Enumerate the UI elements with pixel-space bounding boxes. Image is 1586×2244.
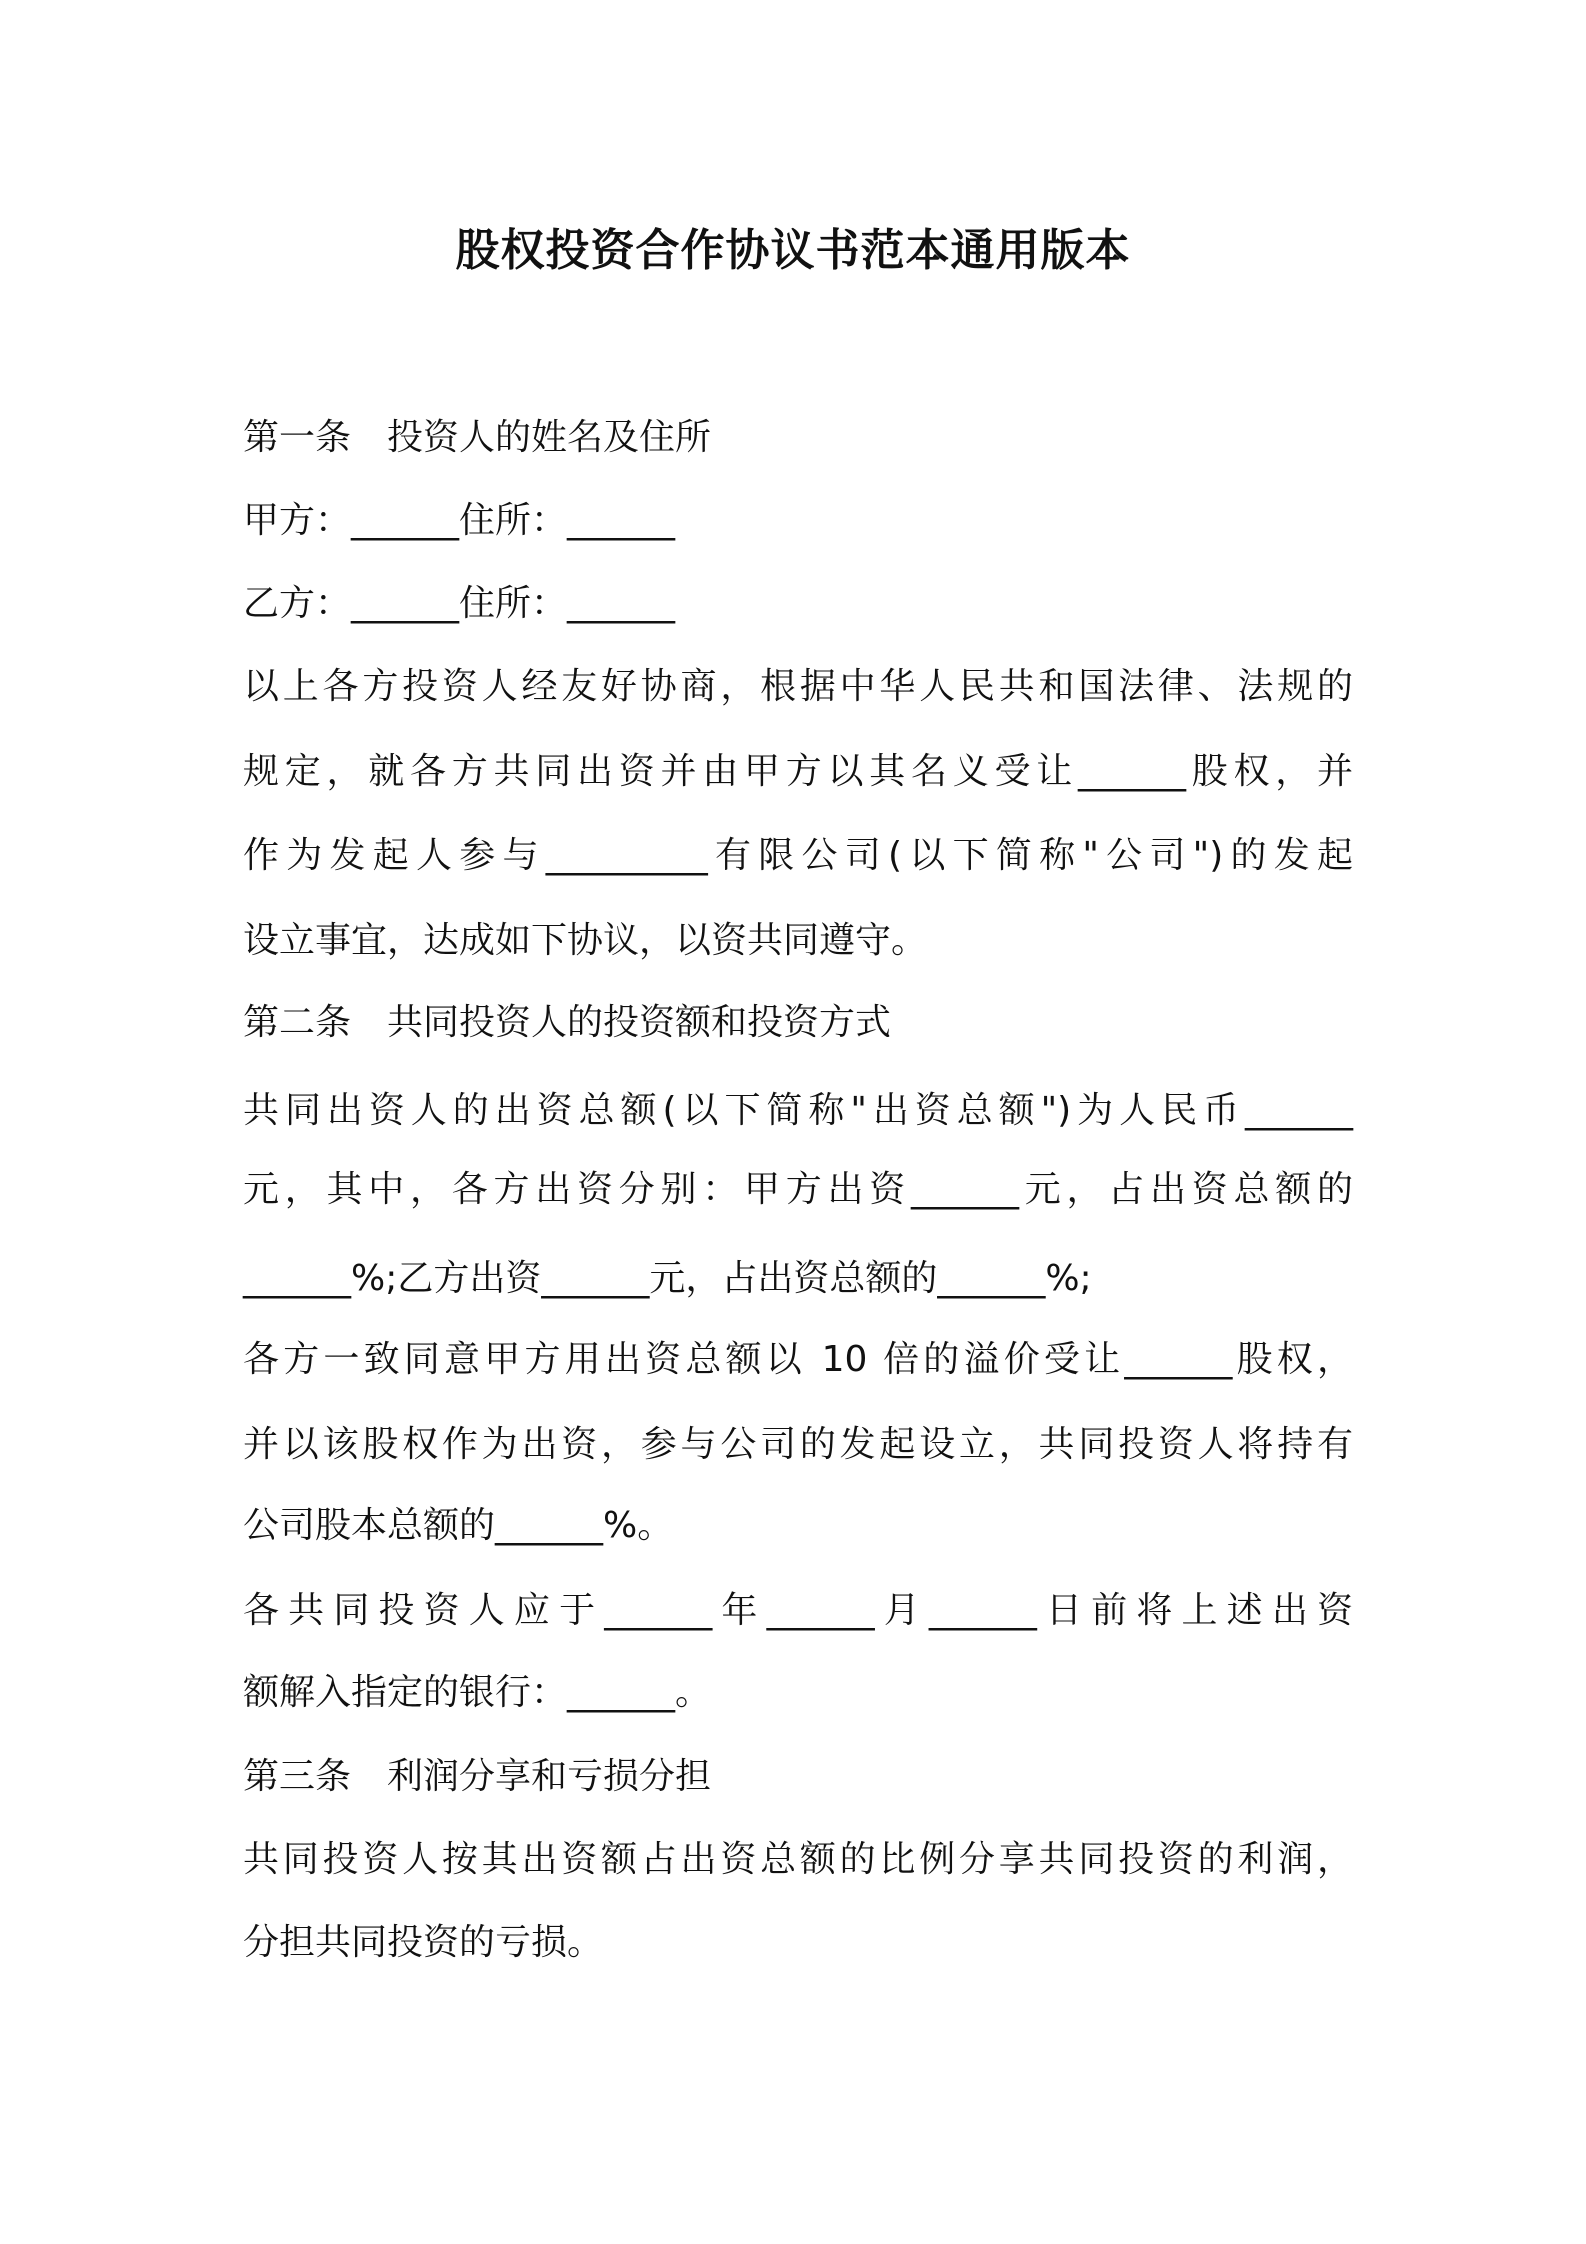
document-title: 股权投资合作协议书范本通用版本 <box>455 225 1131 276</box>
paragraph-line: 各共同投资人应于______年______月______日前将上述出资 <box>243 1590 1353 1631</box>
paragraph-line: 规定，就各方共同出资并由甲方以其名义受让______股权，并 <box>243 751 1353 792</box>
paragraph-line: 公司股本总额的______%。 <box>243 1505 674 1546</box>
paragraph-line: 以上各方投资人经友好协商，根据中华人民共和国法律、法规的 <box>243 666 1353 707</box>
article-1-heading: 第一条 投资人的姓名及住所 <box>243 417 712 458</box>
paragraph-line: 各方一致同意甲方用出资总额以 10 倍的溢价受让______股权， <box>243 1339 1353 1380</box>
paragraph-line: 设立事宜，达成如下协议，以资共同遵守。 <box>243 920 928 961</box>
paragraph-line: 元，其中，各方出资分别：甲方出资______元，占出资总额的 <box>243 1169 1353 1210</box>
paragraph-line: 共同出资人的出资总额(以下简称"出资总额")为人民币______ <box>243 1090 1353 1131</box>
paragraph-line: 额解入指定的银行：______。 <box>243 1672 712 1713</box>
paragraph-line: ______%;乙方出资______元，占出资总额的______%; <box>243 1258 1092 1299</box>
paragraph-line: 并以该股权作为出资，参与公司的发起设立，共同投资人将持有 <box>243 1424 1353 1465</box>
article-2-heading: 第二条 共同投资人的投资额和投资方式 <box>243 1002 892 1043</box>
party-a-line: 甲方：______住所：______ <box>243 500 676 541</box>
article-3-heading: 第三条 利润分享和亏损分担 <box>243 1756 712 1797</box>
party-b-line: 乙方：______住所：______ <box>243 583 676 624</box>
paragraph-line: 分担共同投资的亏损。 <box>243 1922 604 1963</box>
paragraph-line: 作为发起人参与_________有限公司(以下简称"公司")的发起 <box>243 835 1353 876</box>
paragraph-line: 共同投资人按其出资额占出资总额的比例分享共同投资的利润， <box>243 1839 1353 1880</box>
